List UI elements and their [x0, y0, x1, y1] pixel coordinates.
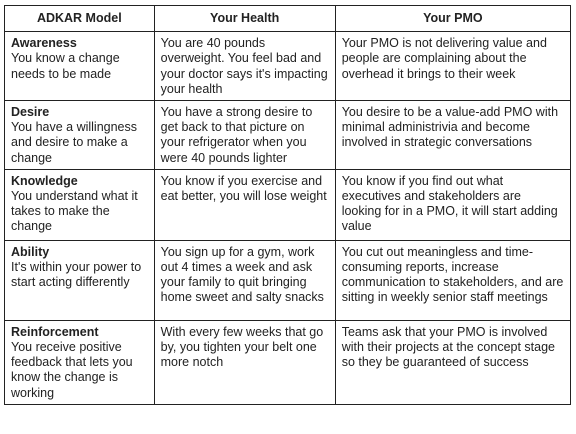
pmo-cell: You cut out meaningless and time-consuming reports, increase communication to stakeholders, and are sitting in weekly senior staff meetings	[335, 240, 570, 320]
stage-name: Knowledge	[11, 173, 78, 188]
header-row	[5, 6, 571, 32]
stage-description: You have a willingness and desire to make a change	[11, 120, 138, 165]
stage-cell	[5, 101, 155, 170]
stage-name: Reinforcement	[11, 324, 99, 339]
stage-description: It's within your power to start acting differently	[11, 260, 142, 290]
stage-description: You receive positive feedback that lets you know the change is working	[11, 340, 133, 400]
health-cell: You are 40 pounds overweight. You feel bad and your doctor says it's impacting your health	[154, 32, 335, 101]
pmo-cell: You desire to be a value-add PMO with minimal administrivia and become involved in strategic conversations	[335, 101, 570, 170]
stage-description: You know a change needs to be made	[11, 51, 120, 81]
stage-name: Awareness	[11, 36, 77, 51]
stage-cell	[5, 32, 155, 101]
health-cell: With every few weeks that go by, you tighten your belt one more notch	[154, 320, 335, 404]
table-row	[5, 101, 571, 170]
table-row	[5, 32, 571, 101]
pmo-cell: Your PMO is not delivering value and people are complaining about the overhead it brings to their week	[335, 32, 570, 101]
stage-name: Desire	[11, 105, 50, 120]
header-your-pmo: Your PMO	[335, 6, 570, 32]
health-cell: You sign up for a gym, work out 4 times a week and ask your family to quit bringing home sweet and salty snacks	[154, 240, 335, 320]
health-cell: You have a strong desire to get back to that picture on your refrigerator when you were 40 pounds lighter	[154, 101, 335, 170]
stage-description: You understand what it takes to make the change	[11, 189, 138, 234]
stage-cell	[5, 240, 155, 320]
stage-cell	[5, 169, 155, 240]
header-your-health: Your Health	[154, 6, 335, 32]
table-row	[5, 240, 571, 320]
health-cell: You know if you exercise and eat better, you will lose weight	[154, 169, 335, 240]
stage-cell	[5, 320, 155, 404]
table-row	[5, 320, 571, 404]
adkar-table	[4, 5, 571, 405]
pmo-cell: Teams ask that your PMO is involved with their projects at the concept stage so they be guaranteed of success	[335, 320, 570, 404]
header-adkar-model: ADKAR Model	[5, 6, 155, 32]
pmo-cell: You know if you find out what executives and stakeholders are looking for in a PMO, it will start adding value	[335, 169, 570, 240]
table-row	[5, 169, 571, 240]
stage-name: Ability	[11, 244, 50, 259]
